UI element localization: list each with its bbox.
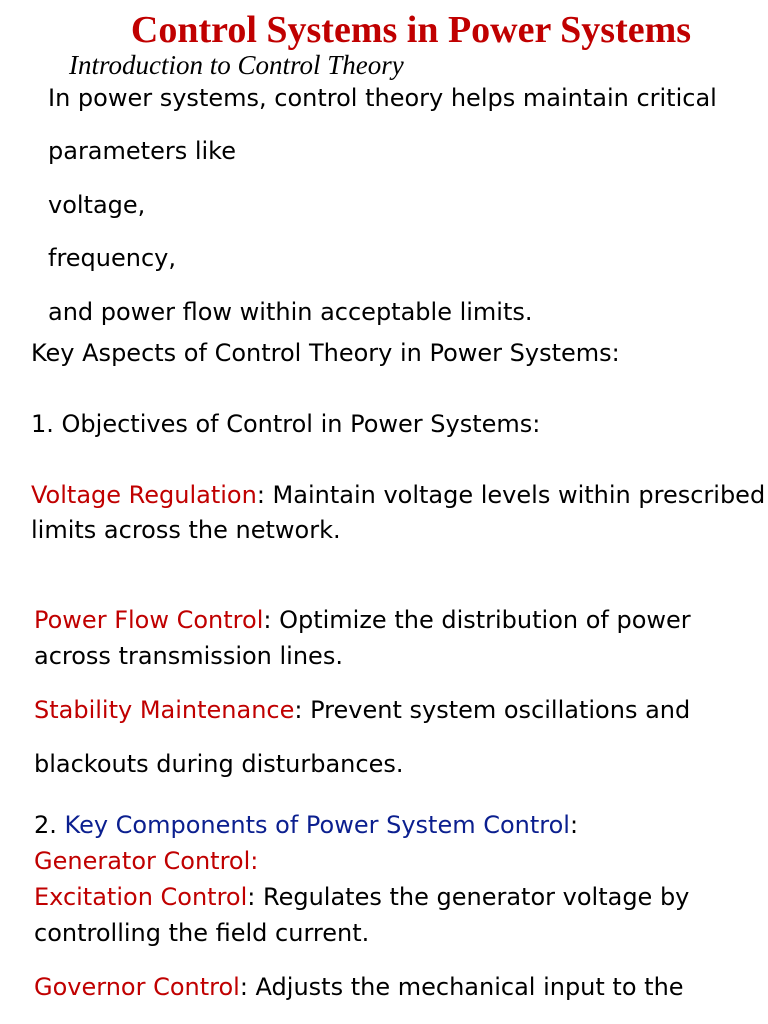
governor-line-1	[34, 973, 684, 1001]
section-2-number: 2.	[34, 811, 65, 839]
section-2-heading-colon: :	[569, 811, 579, 839]
stability-term: Stability Maintenance	[34, 696, 295, 724]
stability-line-1	[34, 696, 690, 724]
excitation-term: Excitation Control	[34, 883, 248, 911]
page-subtitle: Introduction to Control Theory	[69, 50, 404, 80]
stability-desc: : Prevent system oscillations and	[294, 696, 691, 724]
governor-desc: : Adjusts the mechanical input to the	[239, 973, 684, 1001]
intro-line-4: frequency,	[48, 244, 177, 272]
voltage-regulation-line-1	[31, 481, 765, 509]
generator-control-label: Generator Control:	[34, 847, 259, 875]
section-2-heading	[34, 811, 578, 839]
power-flow-line-1	[34, 606, 691, 634]
governor-term: Governor Control	[34, 973, 240, 1001]
voltage-regulation-term: Voltage Regulation	[31, 481, 257, 509]
key-aspects-heading: Key Aspects of Control Theory in Power Systems:	[31, 339, 620, 367]
page-title: Control Systems in Power Systems	[130, 9, 692, 51]
intro-line-5: and power flow within acceptable limits.	[48, 298, 533, 326]
excitation-line-1	[34, 883, 689, 911]
intro-line-3: voltage,	[48, 191, 146, 219]
power-flow-desc: : Optimize the distribution of power	[263, 606, 691, 634]
voltage-regulation-desc: : Maintain voltage levels within prescribed	[256, 481, 766, 509]
stability-line-2: blackouts during disturbances.	[34, 750, 404, 778]
intro-line-1: In power systems, control theory helps maintain critical	[48, 84, 717, 112]
excitation-line-2: controlling the field current.	[34, 919, 370, 947]
excitation-desc: : Regulates the generator voltage by	[247, 883, 690, 911]
voltage-regulation-line-2: limits across the network.	[31, 516, 341, 544]
section-2-heading-term: Key Components of Power System Control	[64, 811, 570, 839]
section-1-heading: 1. Objectives of Control in Power Systems:	[31, 410, 541, 438]
power-flow-term: Power Flow Control	[34, 606, 264, 634]
intro-line-2: parameters like	[48, 137, 236, 165]
power-flow-line-2: across transmission lines.	[34, 642, 343, 670]
